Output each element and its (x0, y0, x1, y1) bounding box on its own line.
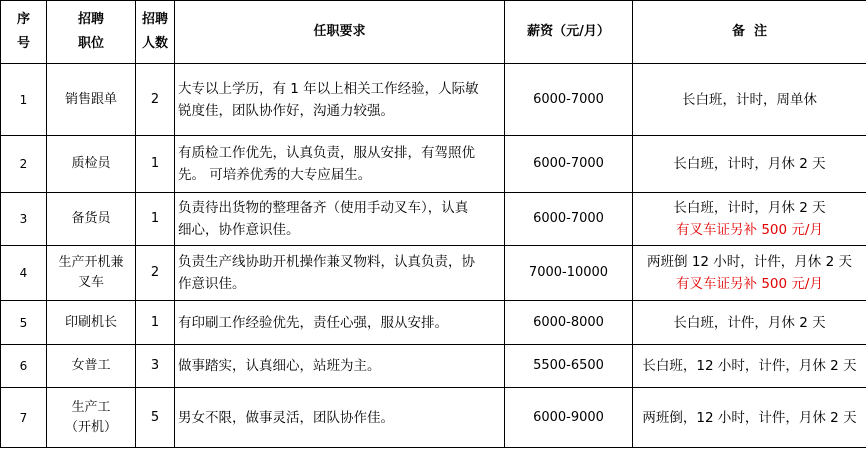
position-line: 叉车 (77, 275, 104, 290)
note-line: 长白班，12 小时，计件，月休 2 天 (642, 358, 857, 374)
row-salary: 7000-10000 (505, 246, 633, 301)
row-count: 2 (136, 64, 175, 136)
row-seq: 1 (1, 64, 47, 136)
requirement-line: 大专以上学历，有 1 年以上相关工作经验，人际敏 (178, 80, 479, 97)
header-notes: 备 注 (633, 1, 866, 64)
requirement-line: 作意识佳。 (178, 276, 246, 292)
row-notes (633, 345, 866, 388)
header-position-line1: 招聘 (77, 12, 104, 27)
header-seq-line2: 号 (16, 36, 30, 51)
table-row (1, 388, 866, 448)
requirement-line: 做事踏实，认真细心，站班为主。 (178, 358, 381, 374)
note-line: 两班倒，12 小时，计件，月休 2 天 (642, 409, 857, 426)
row-seq: 4 (1, 246, 47, 301)
header-row (1, 1, 866, 64)
table-row (1, 345, 866, 388)
row-salary: 6000-7000 (505, 64, 633, 136)
header-salary: 薪资（元/月） (505, 1, 633, 64)
row-notes (633, 301, 866, 345)
note-line: 两班倒 12 小时，计件，月休 2 天 (647, 254, 852, 270)
row-notes (633, 193, 866, 246)
forklift-bonus-note: 有叉车证另补 500 元/月 (676, 276, 823, 292)
row-seq: 5 (1, 301, 47, 345)
note-line: 长白班，计时，月休 2 天 (673, 200, 826, 216)
table-row (1, 193, 866, 246)
header-count (136, 1, 175, 64)
requirement-line: 负责待出货物的整理备齐（使用手动叉车），认真 (178, 200, 469, 216)
row-seq: 3 (1, 193, 47, 246)
table-row (1, 301, 866, 345)
row-notes (633, 64, 866, 136)
note-line: 长白班，计件，月休 2 天 (673, 314, 826, 331)
row-salary: 6000-7000 (505, 136, 633, 193)
row-seq: 6 (1, 345, 47, 388)
row-count: 2 (136, 246, 175, 301)
row-count: 3 (136, 345, 175, 388)
row-notes (633, 136, 866, 193)
table-row (1, 246, 866, 301)
row-count: 5 (136, 388, 175, 448)
row-requirements (175, 246, 505, 301)
row-position (47, 136, 136, 193)
row-position (47, 388, 136, 448)
requirement-line: 先。 可培养优秀的大专应届生。 (178, 167, 372, 183)
position-line: 销售跟单 (64, 91, 117, 107)
header-count-line2: 人数 (141, 36, 168, 51)
position-line: （开机） (64, 419, 117, 435)
row-requirements (175, 388, 505, 448)
row-position (47, 246, 136, 301)
row-count: 1 (136, 301, 175, 345)
row-requirements (175, 301, 505, 345)
row-salary: 6000-9000 (505, 388, 633, 448)
row-seq: 7 (1, 388, 47, 448)
row-requirements (175, 345, 505, 388)
row-salary: 6000-7000 (505, 193, 633, 246)
row-salary: 6000-8000 (505, 301, 633, 345)
row-requirements (175, 193, 505, 246)
requirement-line: 有质检工作优先，认真负责，服从安排，有驾照优 (178, 145, 475, 161)
row-count: 1 (136, 136, 175, 193)
row-seq: 2 (1, 136, 47, 193)
row-requirements (175, 136, 505, 193)
header-position-line2: 职位 (77, 36, 104, 51)
header-position (47, 1, 136, 64)
position-line: 质检员 (71, 156, 111, 171)
requirement-line: 负责生产线协助开机操作兼叉物料，认真负责，协 (178, 254, 475, 270)
table-row (1, 64, 866, 136)
requirement-line: 锐度佳，团队协作好，沟通力较强。 (178, 102, 394, 119)
header-seq (1, 1, 47, 64)
position-line: 生产开机兼 (58, 255, 124, 270)
requirement-line: 有印刷工作经验优先，责任心强，服从安排。 (178, 314, 448, 331)
requirement-line: 男女不限，做事灵活，团队协作佳。 (178, 409, 394, 426)
table-row (1, 136, 866, 193)
row-salary: 5500-6500 (505, 345, 633, 388)
requirement-line: 细心，协作意识佳。 (178, 222, 300, 238)
row-position (47, 193, 136, 246)
row-position (47, 301, 136, 345)
position-line: 女普工 (71, 358, 111, 373)
row-count: 1 (136, 193, 175, 246)
row-position (47, 345, 136, 388)
row-notes (633, 246, 866, 301)
header-requirements: 任职要求 (175, 1, 505, 64)
position-line: 备货员 (71, 211, 111, 226)
header-count-line1: 招聘 (141, 12, 168, 27)
note-line: 长白班，计时，月休 2 天 (673, 156, 826, 172)
forklift-bonus-note: 有叉车证另补 500 元/月 (676, 222, 823, 238)
row-requirements (175, 64, 505, 136)
header-seq-line1: 序 (16, 12, 30, 27)
row-position (47, 64, 136, 136)
note-line: 长白班，计时，周单休 (682, 91, 817, 108)
position-line: 生产工 (71, 399, 111, 415)
position-line: 印刷机长 (64, 314, 117, 330)
row-notes (633, 388, 866, 448)
